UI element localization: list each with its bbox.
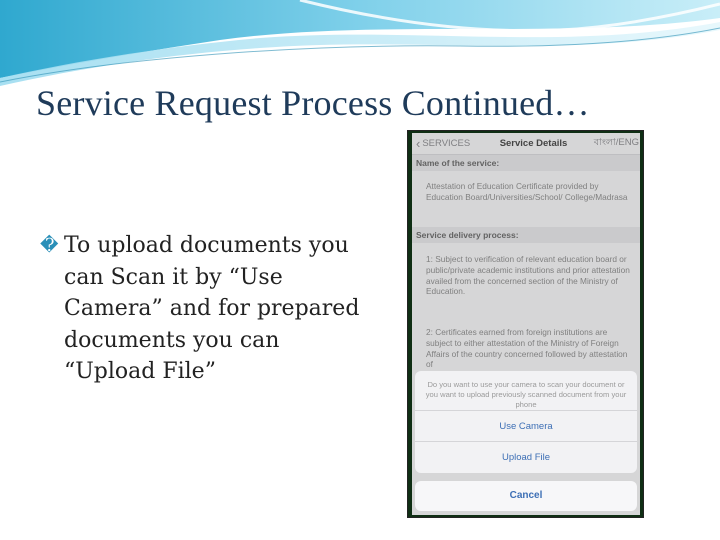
action-sheet-message: Do you want to use your camera to scan your document or you want to upload previously scanned document from your phone [415,371,637,411]
language-toggle[interactable]: বাংলা/ENG [593,137,639,148]
chevron-left-icon: ‹ [416,136,421,151]
bullet-list [40,230,370,388]
phone-screen [412,133,640,515]
upload-file-button[interactable]: Upload File [501,452,551,463]
bullet-icon: � [40,235,59,256]
bullet-item [40,230,370,388]
nav-title: Service Details [499,138,568,149]
use-camera-button[interactable]: Use Camera [415,411,637,442]
slide-title: Service Request Process Continued… [36,83,590,123]
header-swoosh-decoration [0,0,720,90]
section-header-service-name: Name of the service: [412,155,640,171]
back-label: SERVICES [422,138,471,149]
bullet-text: To upload documents you can Scan it by “Use Camera” and for prepared documents you can “Upload File” [64,233,360,384]
service-name-text: Attestation of Education Certificate provided by Education Board/Universities/School/ College/Madrasa [426,181,628,202]
action-sheet [415,371,637,473]
process-item-2: 2: Certificates earned from foreign institutions are subject to either attestation of the Ministry of Foreign Affairs of the country concerned followed by attestation of [426,327,628,370]
cancel-button[interactable]: Cancel [415,481,637,511]
phone-screenshot [407,130,644,518]
process-item-1: 1: Subject to verification of relevant education board or public/private academic institutions and prior attestation availed from the concerned section of the Ministry of Education. [426,254,630,297]
section-header-delivery-process: Service delivery process: [412,227,640,243]
